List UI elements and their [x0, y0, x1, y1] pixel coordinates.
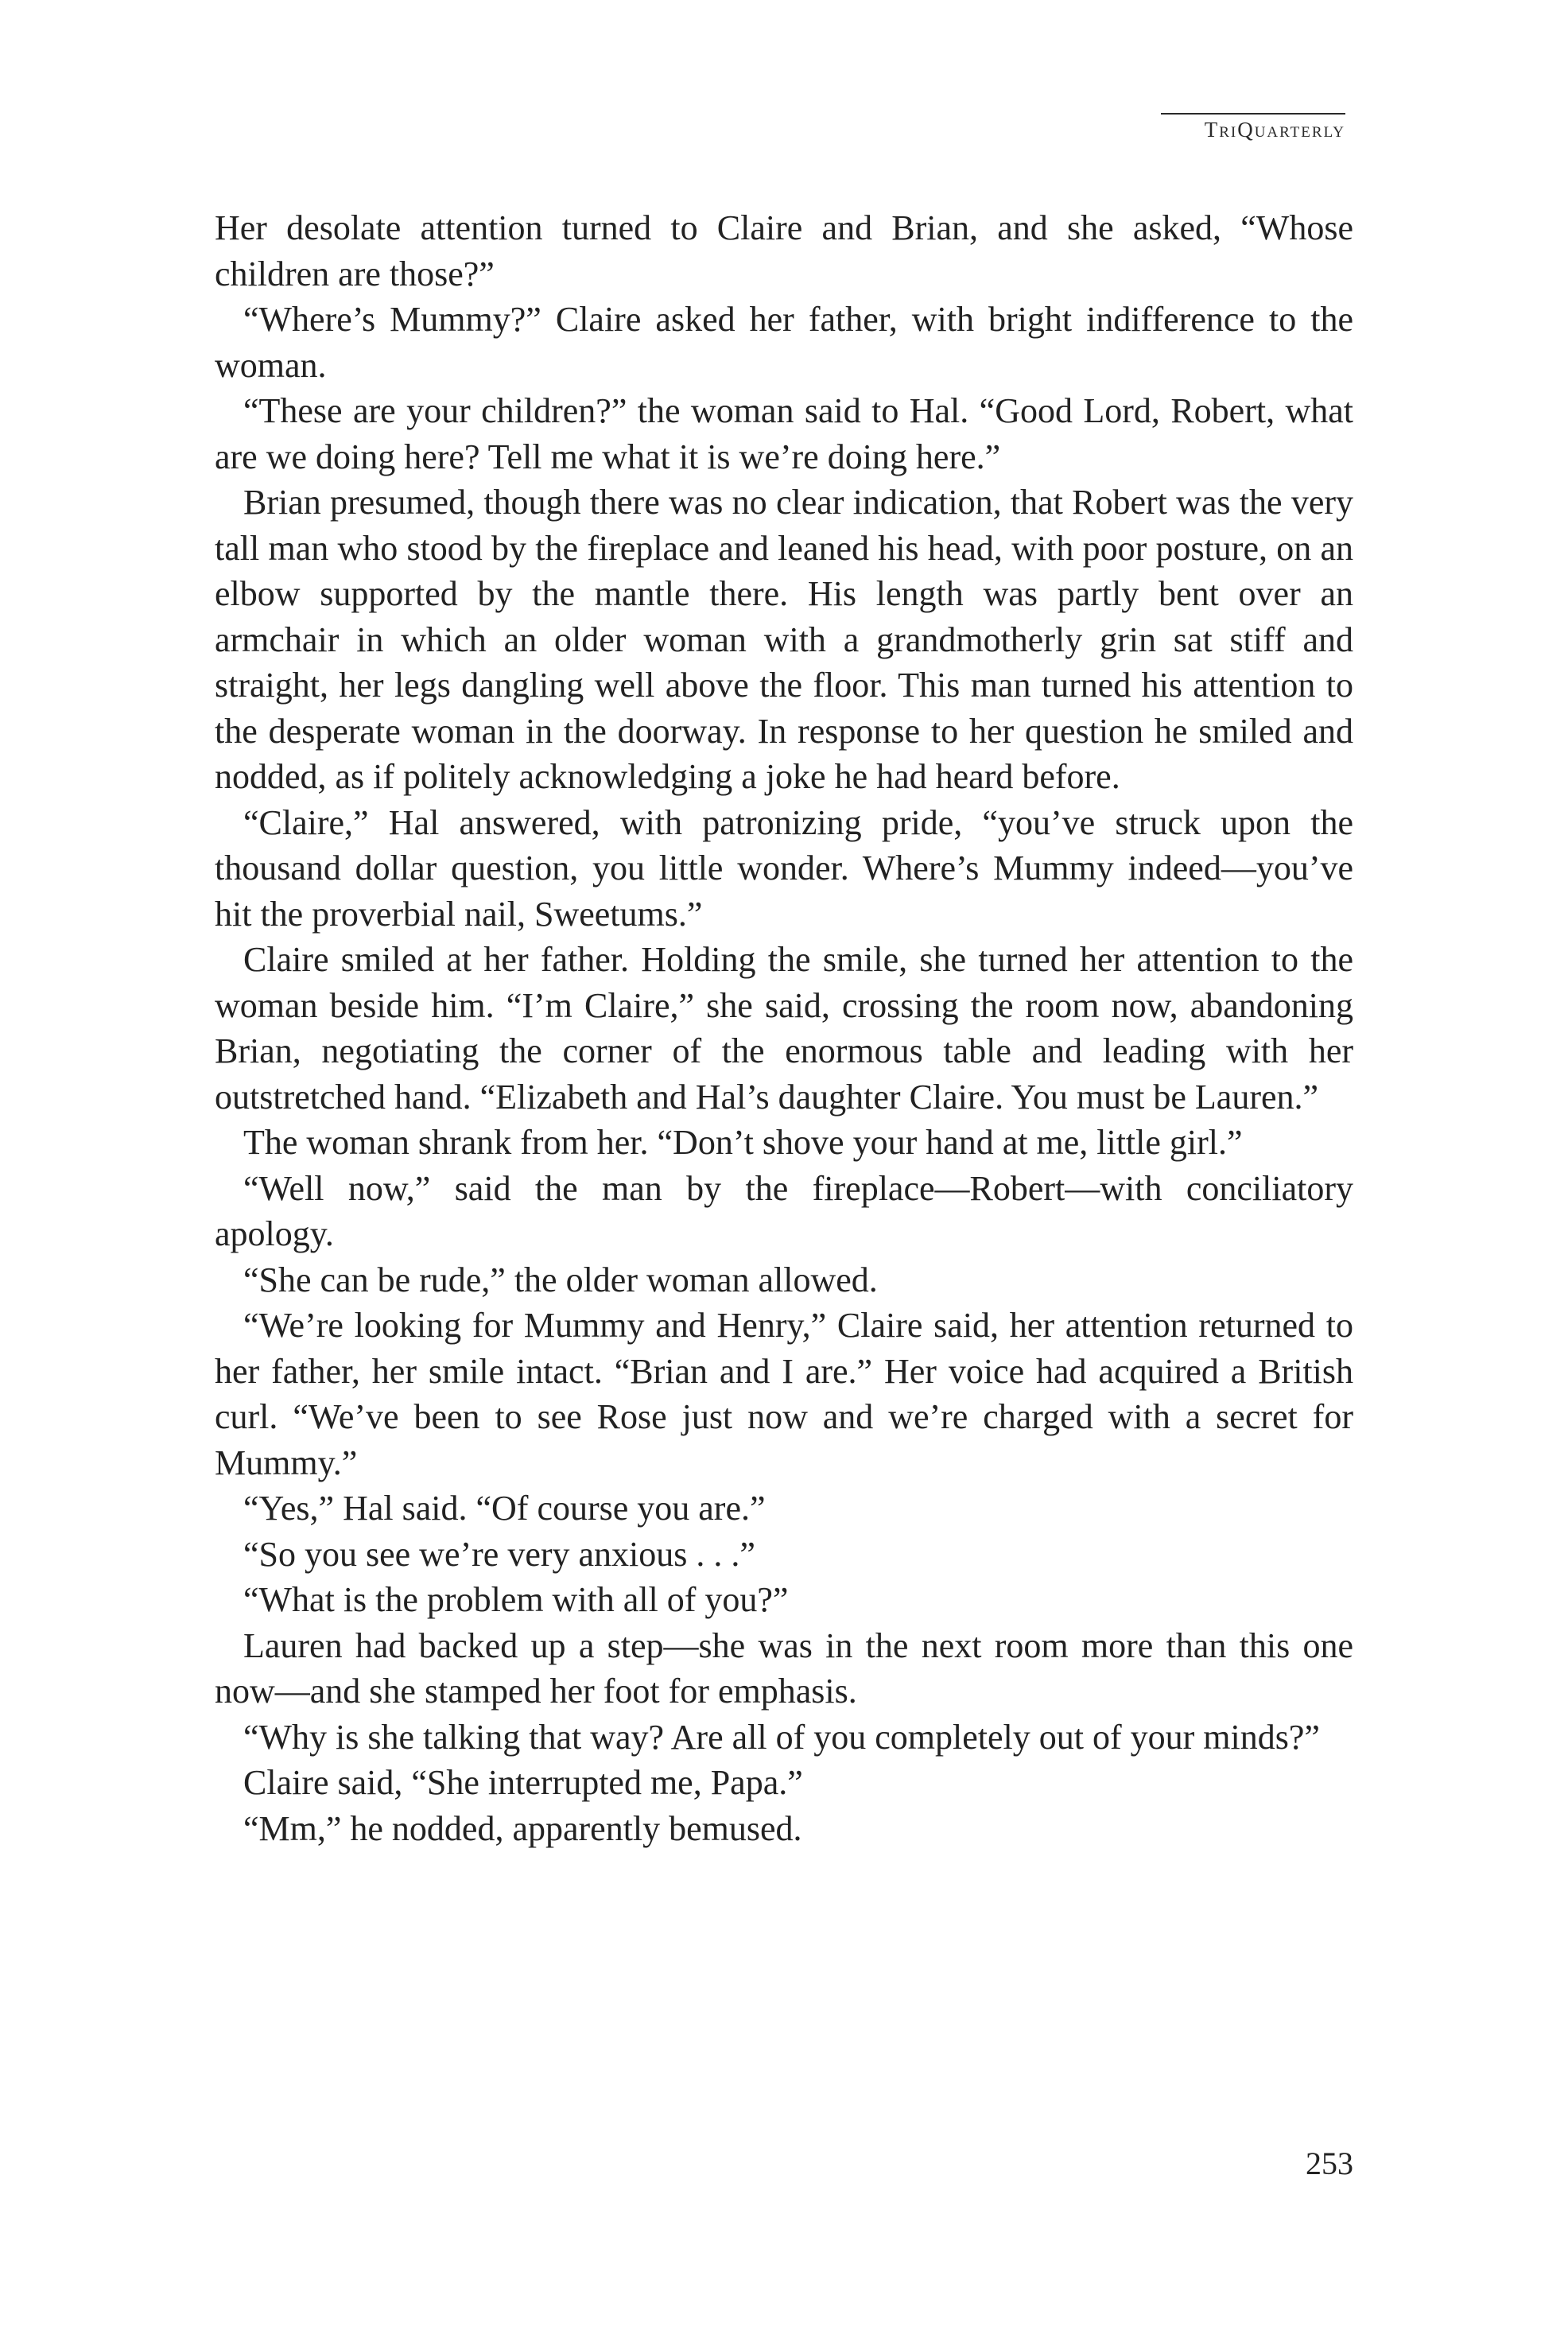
paragraph: “What is the problem with all of you?” — [243, 1580, 789, 1619]
paragraph: Claire smiled at her father. Holding the smile, she turned her attention to the woman beside him. “I’m Claire,” she said, crossing the room now, abandoning Brian, negotiating the corner of the enormous table and leading with her outstretched hand. “Elizabeth and Hal’s daughter Claire. You must be Lauren.” — [215, 940, 1353, 1117]
running-head-rule — [1161, 113, 1345, 115]
paragraph: “Where’s Mummy?” Claire asked her father, with bright indifference to the woman. — [215, 300, 1353, 385]
paragraph: The woman shrank from her. “Don’t shove your hand at me, little girl.” — [243, 1123, 1243, 1162]
paragraph: “Yes,” Hal said. “Of course you are.” — [243, 1489, 766, 1528]
running-head: TriQuarterly — [1204, 118, 1345, 142]
paragraph: Claire said, “She interrupted me, Papa.” — [243, 1763, 803, 1802]
paragraph: Brian presumed, though there was no clear indication, that Robert was the very tall man who stood by the fireplace and leaned his head, with poor posture, on an elbow supported by the mantle there. His length was partly bent over an armchair in which an older woman with a grandmotherly grin sat stiff and straight, her legs dangling well above the floor. This man turned his attention to the desperate woman in the doorway. In response to her question he smiled and nodded, as if politely acknowledging a joke he had heard before. — [215, 483, 1353, 796]
paragraph: Lauren had backed up a step—she was in the next room more than this one now—and she stamped her foot for emphasis. — [215, 1625, 1353, 1711]
paragraph: Her desolate attention turned to Claire and Brian, and she asked, “Whose children are those?” — [215, 208, 1353, 293]
paragraph: “Well now,” said the man by the fireplace—Robert—with conciliatory apology. — [215, 1168, 1353, 1253]
body-text — [215, 205, 1353, 1851]
paragraph: “Mm,” he nodded, apparently bemused. — [243, 1808, 802, 1848]
page-number: 253 — [1306, 2146, 1353, 2181]
paragraph: “We’re looking for Mummy and Henry,” Claire said, her attention returned to her father, her smile intact. “Brian and I are.” Her voice had acquired a British curl. “We’ve been to see Rose just now and we’re charged with a secret for Mummy.” — [215, 1306, 1353, 1482]
paragraph: “So you see we’re very anxious . . .” — [243, 1534, 755, 1574]
paragraph: “These are your children?” the woman said to Hal. “Good Lord, Robert, what are we doing here? Tell me what it is we’re doing here.” — [215, 391, 1353, 476]
paragraph: “She can be rude,” the older woman allowed. — [243, 1260, 878, 1299]
paragraph: “Claire,” Hal answered, with patronizing pride, “you’ve struck upon the thousand dollar question, you little wonder. Where’s Mummy indeed—you’ve hit the proverbial nail, Sweetums.” — [215, 802, 1353, 934]
paragraph: “Why is she talking that way? Are all of you completely out of your minds?” — [243, 1717, 1320, 1757]
